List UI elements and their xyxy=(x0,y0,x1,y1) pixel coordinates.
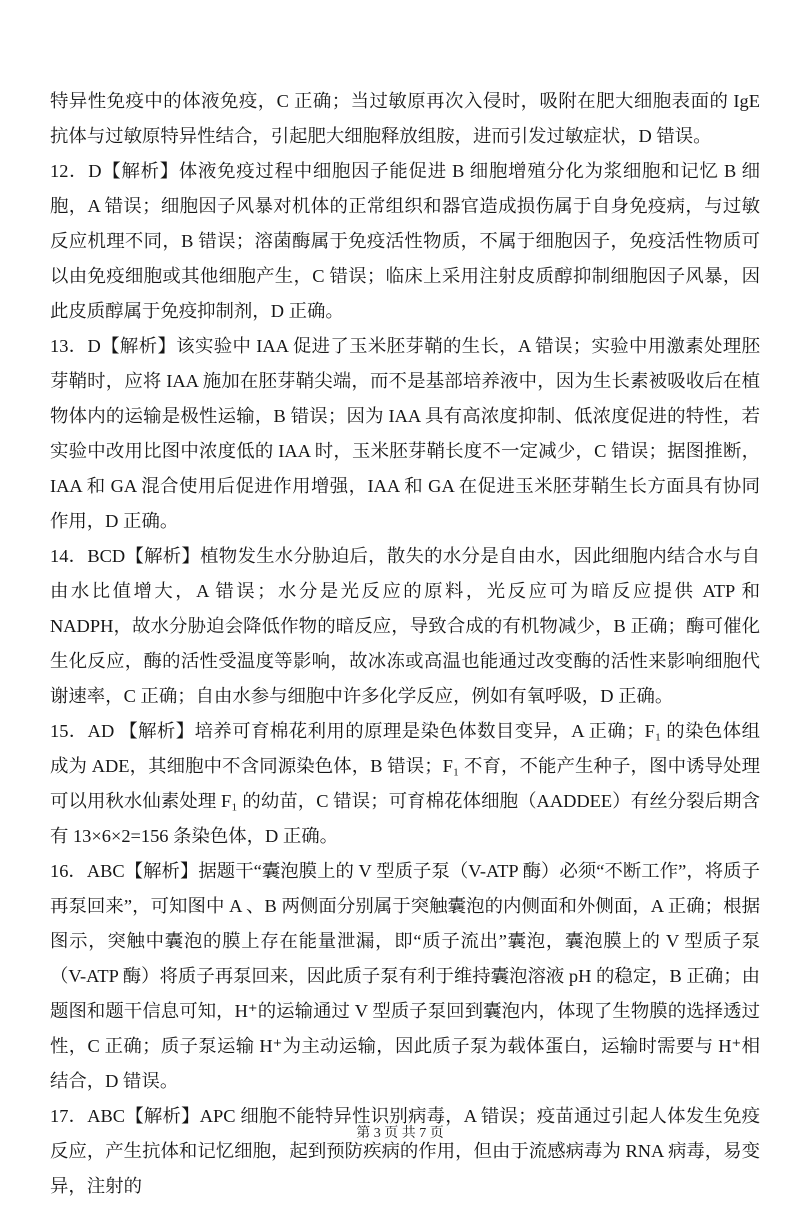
answer-head: 12．D【解析】 xyxy=(50,161,179,181)
answer-paragraph-17 xyxy=(50,1099,760,1204)
answer-body: 植物发生水分胁迫后，散失的水分是自由水，因此细胞内结合水与自由水比值增大，A 错误；水分是光反应的原料，光反应可为暗反应提供 ATP 和 NADPH，故水分胁迫会降低作物的暗反应，导致合成的有机物减少，B 正确；酶可催化生化反应，酶的活性受温度等影响，故冰冻或高温也能通过改变酶的活性来影响细胞代谢速率，C 正确；自由水参与细胞中许多化学反应，例如有氧呼吸，D 正确。 xyxy=(50,546,760,706)
answer-paragraph-15 xyxy=(50,714,760,854)
answer-head: 17．ABC【解析】 xyxy=(50,1106,200,1126)
answer-body: APC 细胞不能特异性识别病毒，A 错误；疫苗通过引起人体发生免疫反应，产生抗体和记忆细胞，起到预防疾病的作用，但由于流感病毒为 RNA 病毒，易变异，注射的 xyxy=(50,1106,760,1196)
answer-paragraph-12 xyxy=(50,154,760,329)
answer-head: 14．BCD【解析】 xyxy=(50,546,201,566)
answer-paragraph-13 xyxy=(50,329,760,539)
answer-key-content xyxy=(50,84,760,1204)
page-number-footer: 第 3 页 共 7 页 xyxy=(356,1126,444,1141)
answer-body: 特异性免疫中的体液免疫，C 正确；当过敏原再次入侵时，吸附在肥大细胞表面的 IgE 抗体与过敏原特异性结合，引起肥大细胞释放组胺，进而引发过敏症状，D 错误。 xyxy=(50,91,760,146)
answer-body: 体液免疫过程中细胞因子能促进 B 细胞增殖分化为浆细胞和记忆 B 细胞，A 错误；细胞因子风暴对机体的正常组织和器官造成损伤属于自身免疫病，与过敏反应机理不同，B 错误；溶菌酶属于免疫活性物质，不属于细胞因子，免疫活性物质可以由免疫细胞或其他细胞产生，C 错误；临床上采用注射皮质醇抑制细胞因子风暴，因此皮质醇属于免疫抑制剂，D 正确。 xyxy=(50,161,760,321)
answer-paragraph-11-continuation xyxy=(50,84,760,154)
answer-paragraph-14 xyxy=(50,539,760,714)
answer-body: 据题干“囊泡膜上的 V 型质子泵（V-ATP 酶）必须“不断工作”，将质子再泵回来”，可知图中 A 、B 两侧面分别属于突触囊泡的内侧面和外侧面，A 正确；根据图示，突触中囊泡的膜上存在能量泄漏，即“质子流出”囊泡，囊泡膜上的 V 型质子泵（V-ATP 酶）将质子再泵回来，因此质子泵有利于维持囊泡溶液 pH 的稳定，B 正确；由题图和题干信息可知，H⁺的运输通过 V 型质子泵回到囊泡内，体现了生物膜的选择透过性，C 正确；质子泵运输 H⁺为主动运输，因此质子泵为载体蛋白，运输时需要与 H⁺相结合，D 错误。 xyxy=(50,861,760,1091)
answer-head: 13．D【解析】 xyxy=(50,336,177,356)
answer-paragraph-16 xyxy=(50,854,760,1099)
answer-head: 16．ABC【解析】 xyxy=(50,861,199,881)
answer-head: 15．AD 【解析】 xyxy=(50,721,195,741)
answer-body: 该实验中 IAA 促进了玉米胚芽鞘的生长，A 错误；实验中用激素处理胚芽鞘时，应将 IAA 施加在胚芽鞘尖端，而不是基部培养液中，因为生长素被吸收后在植物体内的运输是极性运输，B 错误；因为 IAA 具有高浓度抑制、低浓度促进的特性，若实验中改用比图中浓度低的 IAA 时，玉米胚芽鞘长度不一定减少，C 错误；据图推断，IAA 和 GA 混合使用后促进作用增强，IAA 和 GA 在促进玉米胚芽鞘生长方面具有协同作用，D 正确。 xyxy=(50,336,760,531)
answer-body: 培养可育棉花利用的原理是染色体数目变异，A 正确；F₁ 的染色体组成为 ADE，其细胞中不含同源染色体，B 错误；F₁ 不育，不能产生种子，图中诱导处理可以用秋水仙素处理 F₁ 的幼苗，C 错误；可育棉花体细胞（AADDEE）有丝分裂后期含有 13×6×2=156 条染色体，D 正确。 xyxy=(50,721,760,846)
